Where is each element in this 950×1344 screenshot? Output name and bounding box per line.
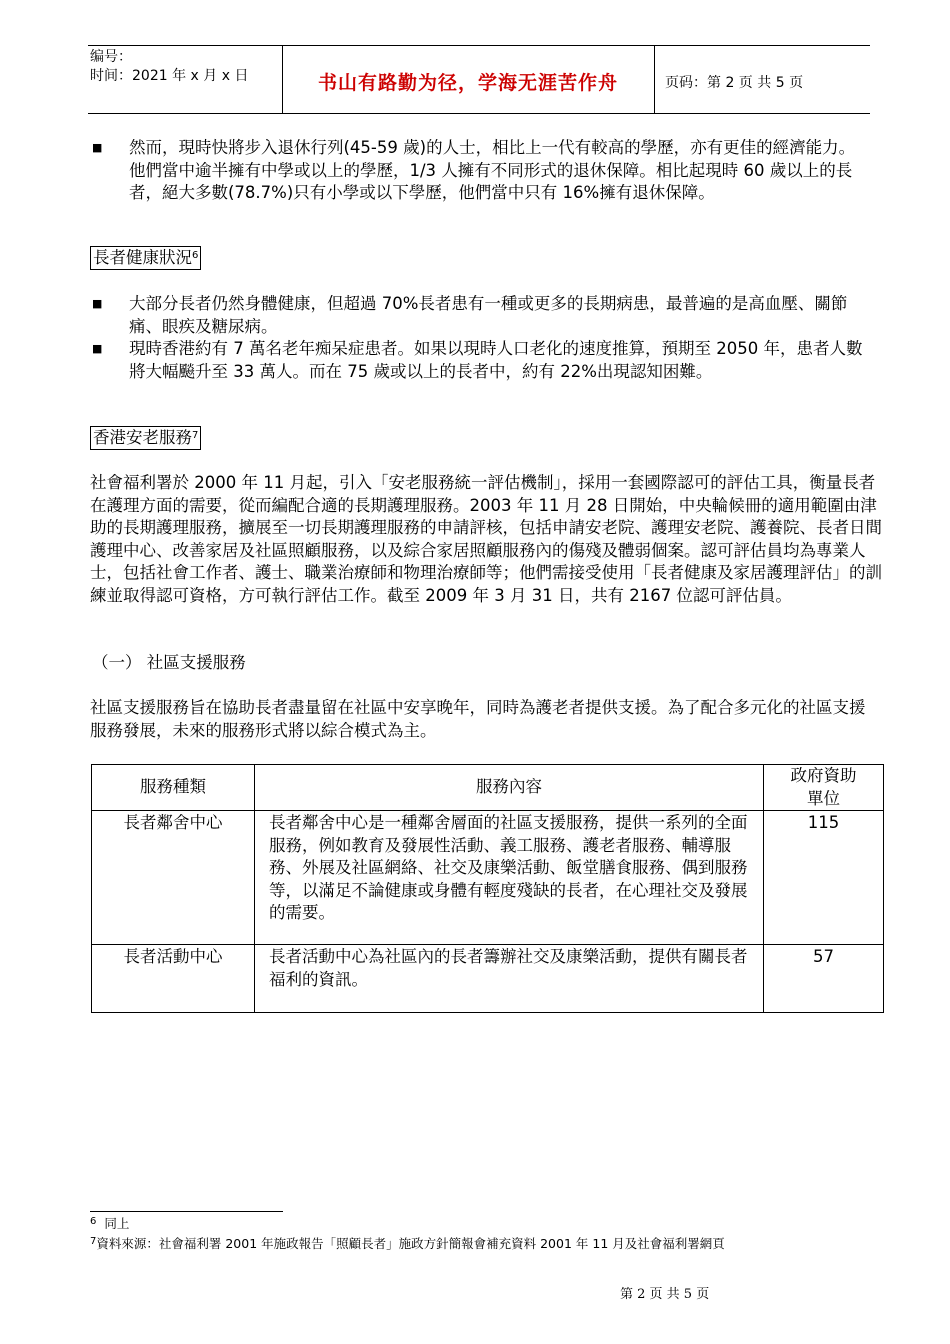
footnote-6 [90,1216,129,1232]
header-bottom-rule [88,113,870,114]
page-footer: 第 2 页 共 5 页 [620,1287,710,1302]
table-header-units: 政府資助單位 [764,765,884,811]
table-cell-units: 57 [764,945,884,1013]
table-row [92,945,884,1013]
footnote-rule [90,1211,283,1212]
table-header-row [92,765,884,811]
header-motto: 书山有路勤为径，学海无涯苦作舟 [317,72,618,94]
services-footnote-ref: 7 [192,430,199,441]
header-meta [90,48,248,86]
table-row [92,811,884,945]
header-page-label: 页码：第 2 页 共 5 页 [665,75,804,91]
footnote-6-mark: 6 [90,1216,97,1227]
table-header-type: 服務種類 [92,765,255,811]
footnote-7-mark: 7 [90,1236,97,1247]
community-paragraph: 社區支援服務旨在協助長者盡量留在社區中安享晚年，同時為護老者提供支援。為了配合多元化的社區支援服務發展，未來的服務形式將以綜合模式為主。 [90,698,866,740]
table-cell-content: 長者鄰舍中心是一種鄰舍層面的社區支援服務，提供一系列的全面服務，例如教育及發展性活動、義工服務、護老者服務、輔導服務、外展及社區網絡、社交及康樂活動、飯堂膳食服務、偶到服務等，以滿足不論健康或身體有輕度殘缺的長者，在心理社交及發展的需要。 [255,811,764,945]
services-heading-text: 香港安老服務 [93,428,192,447]
header-time-label: 时间：2021 年 x 月 x 日 [90,68,249,84]
table-cell-content: 長者活動中心為社區內的長者籌辦社交及康樂活動，提供有關長者福利的資訊。 [255,945,764,1013]
bullet-marker: ■ [92,141,103,154]
table-cell-type: 長者活動中心 [92,945,255,1013]
footnote-7 [90,1236,725,1252]
header-top-rule [88,45,870,46]
services-paragraph: 社會福利署於 2000 年 11 月起，引入「安老服務統一評估機制」，採用一套國際認可的評估工具，衡量長者在護理方面的需要，從而編配合適的長期護理服務。2003 年 11 月 28 日開始，中央輪候冊的適用範圍由津助的長期護理服務，擴展至一切長期護理服務的申請評核，包括申請安老院、護理安老院、護養院、長者日間護理中心、改善家居及社區照顧服務，以及綜合家居照顧服務內的傷殘及體弱個案。認可評估員均為專業人士，包括社會工作者、護士、職業治療師和物理治療師等；他們需接受使用「長者健康及家居護理評估」的訓練並取得認可資格，方可執行評估工作。截至 2009 年 3 月 31 日，共有 2167 位認可評估員。 [90,473,882,605]
health-footnote-ref: 6 [192,250,199,261]
services-table [91,764,884,1013]
bullet-marker: ■ [92,342,103,355]
header-divider-2 [654,45,655,113]
footnote-6-text: 同上 [104,1216,130,1231]
header-number-label: 编号： [90,49,132,65]
services-heading [90,426,201,450]
table-cell-type: 長者鄰舍中心 [92,811,255,945]
table-cell-units: 115 [764,811,884,945]
community-heading: （一） 社區支援服務 [92,653,246,672]
bullet-marker: ■ [92,297,103,310]
health-heading-text: 長者健康狀況 [93,248,192,267]
health-heading [90,246,201,270]
health-bullet-2-text: 現時香港約有 7 萬名老年痴呆症患者。如果以現時人口老化的速度推算，預期至 2050 年，患者人數將大幅飈升至 33 萬人。而在 75 歲或以上的長者中，約有 22%出現認知困難。 [129,339,863,381]
intro-bullet-text: 然而，現時快將步入退休行列(45-59 歲)的人士，相比上一代有較高的學歷，亦有更佳的經濟能力。他們當中逾半擁有中學或以上的學歷，1/3 人擁有不同形式的退休保障。相比起現時 60 歲以上的長者，絕大多數(78.7%)只有小學或以下學歷，他們當中只有 16%擁有退休保障。 [129,138,856,202]
footnote-7-text: 資料來源：社會福利署 2001 年施政報告「照顧長者」施政方針簡報會補充資料 2001 年 11 月及社會福利署網頁 [96,1236,725,1251]
health-bullet-1-text: 大部分長者仍然身體健康，但超過 70%長者患有一種或更多的長期病患，最普遍的是高血壓、關節痛、眼疾及糖尿病。 [129,294,848,336]
table-header-content: 服務內容 [255,765,764,811]
